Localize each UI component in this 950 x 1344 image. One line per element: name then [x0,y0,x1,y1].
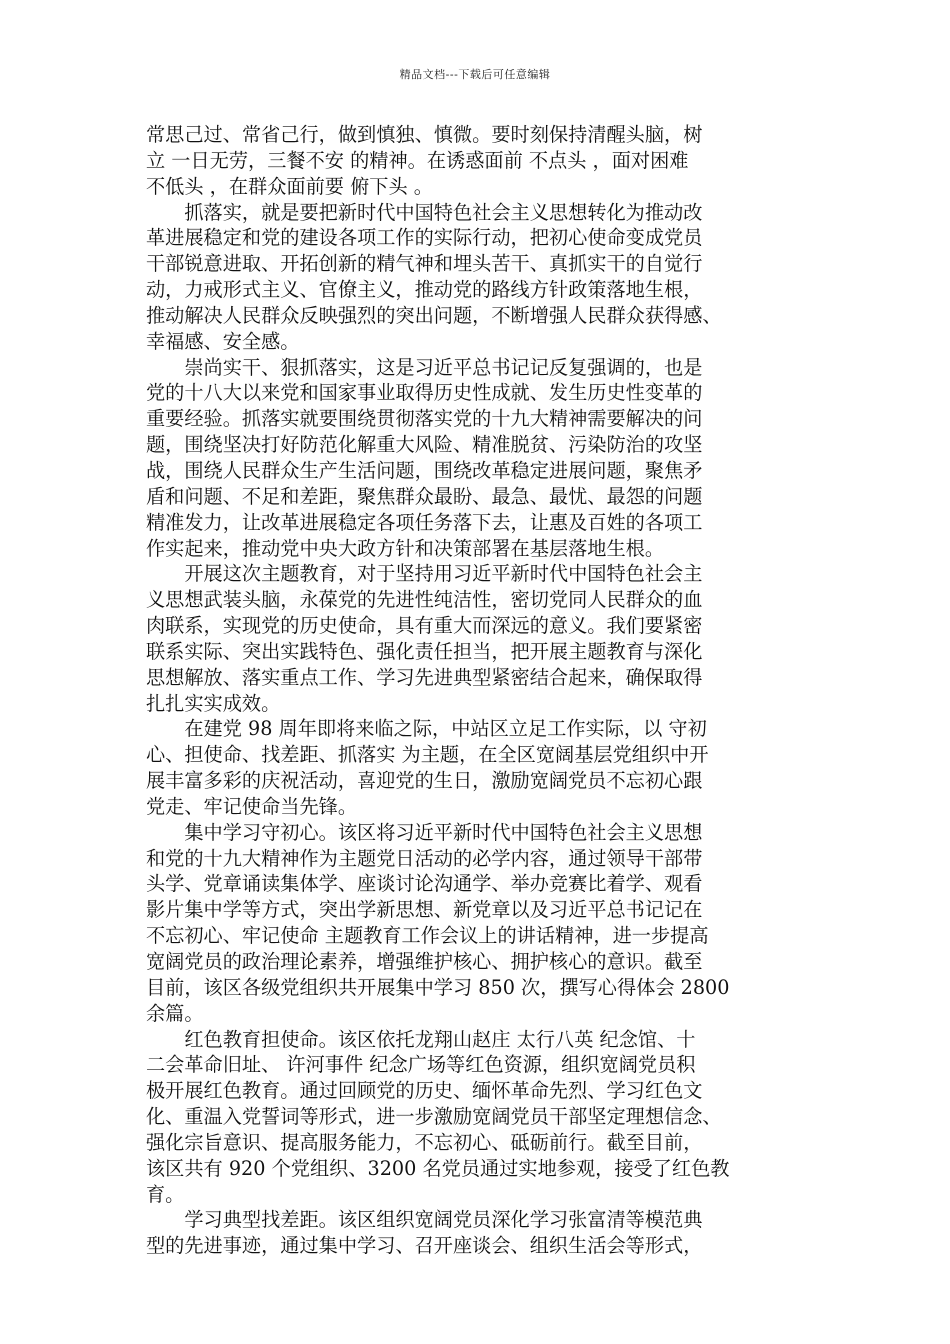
text-line: 极开展红色教育。通过回顾党的历史、缅怀革命先烈、学习红色文 [146,1079,703,1103]
text-line: 联系实际、突出实践特色、强化责任担当，把开展主题教育与深化 [146,639,703,663]
text-line: 思想解放、落实重点工作、学习先进典型紧密结合起来，确保取得 [146,665,703,689]
text-line: 开展这次主题教育，对于坚持用习近平新时代中国特色社会主 [146,562,703,586]
text-line: 该区共有 920 个党组织、3200 名党员通过实地参观，接受了红色教 [146,1156,730,1180]
text-line: 集中学习守初心。该区将习近平新时代中国特色社会主义思想 [146,820,703,844]
text-line: 重要经验。抓落实就要围绕贯彻落实党的十九大精神需要解决的问 [146,407,703,431]
text-line: 不低头 ，在群众面前要 俯下头 。 [146,174,433,198]
text-line: 育。 [146,1182,185,1206]
text-line: 盾和问题、不足和差距，聚焦群众最盼、最急、最忧、最怨的问题 [146,484,703,508]
text-line: 党的十八大以来党和国家事业取得历史性成就、发生历史性变革的 [146,381,703,405]
page-header: 精品文档---下载后可任意编辑 [399,68,551,81]
text-line: 精准发力，让改革进展稳定各项任务落下去，让惠及百姓的各项工 [146,510,703,534]
text-line: 余篇。 [146,1001,204,1025]
text-line: 展丰富多彩的庆祝活动，喜迎党的生日，激励宽阔党员不忘初心跟 [146,769,703,793]
text-line: 宽阔党员的政治理论素养，增强维护核心、拥护核心的意识。截至 [146,950,703,973]
text-line: 学习典型找差距。该区组织宽阔党员深化学习张富清等模范典 [146,1208,703,1232]
text-line: 推动解决人民群众反映强烈的突出问题，不断增强人民群众获得感、 [146,303,722,327]
text-line: 革进展稳定和党的建设各项工作的实际行动，把初心使命变成党员 [146,226,703,250]
text-line: 心、担使命、找差距、抓落实 为主题，在全区宽阔基层党组织中开 [146,743,709,767]
text-line: 战，围绕人民群众生产生活问题，围绕改革稳定进展问题，聚焦矛 [146,458,703,482]
text-line: 和党的十九大精神作为主题党日活动的必学内容，通过领导干部带 [146,846,703,870]
text-line: 动，力戒形式主义、官僚主义，推动党的路线方针政策落地生根， [146,278,703,302]
text-line: 不忘初心、牢记使命 主题教育工作会议上的讲话精神，进一步提高 [146,924,709,948]
text-line: 党走、牢记使命当先锋。 [146,794,358,818]
text-line: 幸福感、安全感。 [146,329,300,353]
text-line: 扎扎实实成效。 [146,691,281,715]
text-line: 强化宗旨意识、提高服务能力，不忘初心、砥砺前行。截至目前， [146,1130,703,1154]
text-line: 立 一日无劳，三餐不安 的精神。在诱惑面前 不点头 ，面对困难 [146,148,689,172]
text-line: 在建党 98 周年即将来临之际，中站区立足工作实际，以 守初 [146,717,707,741]
text-line: 作实起来，推动党中央大政方针和决策部署在基层落地生根。 [146,536,665,560]
text-line: 题，围绕坚决打好防范化解重大风险、精准脱贫、污染防治的攻坚 [146,433,703,457]
text-line: 头学、党章诵读集体学、座谈讨论沟通学、举办竞赛比着学、观看 [146,872,703,896]
text-line: 常思己过、常省己行，做到慎独、慎微。要时刻保持清醒头脑，树 [146,123,703,146]
text-line: 化、重温入党誓词等形式，进一步激励宽阔党员干部坚定理想信念、 [146,1105,722,1129]
text-line: 干部锐意进取、开拓创新的精气神和埋头苦干、真抓实干的自觉行 [146,252,703,276]
document-body [146,122,812,1259]
text-line: 崇尚实干、狠抓落实，这是习近平总书记记反复强调的，也是 [146,355,703,379]
text-line: 红色教育担使命。该区依托龙翔山赵庄 太行八英 纪念馆、十 [146,1027,696,1051]
text-line: 义思想武装头脑，永葆党的先进性纯洁性，密切党同人民群众的血 [146,588,703,612]
text-line: 型的先进事迹，通过集中学习、召开座谈会、组织生活会等形式， [146,1234,703,1258]
text-line: 二会革命旧址、 许河事件 纪念广场等红色资源，组织宽阔党员积 [146,1053,696,1077]
text-line: 肉联系，实现党的历史使命，具有重大而深远的意义。我们要紧密 [146,614,703,638]
text-line: 目前，该区各级党组织共开展集中学习 850 次，撰写心得体会 2800 [146,975,730,999]
text-line: 影片集中学等方式，突出学新思想、新党章以及习近平总书记记在 [146,898,703,922]
text-line: 抓落实，就是要把新时代中国特色社会主义思想转化为推动改 [146,200,703,224]
